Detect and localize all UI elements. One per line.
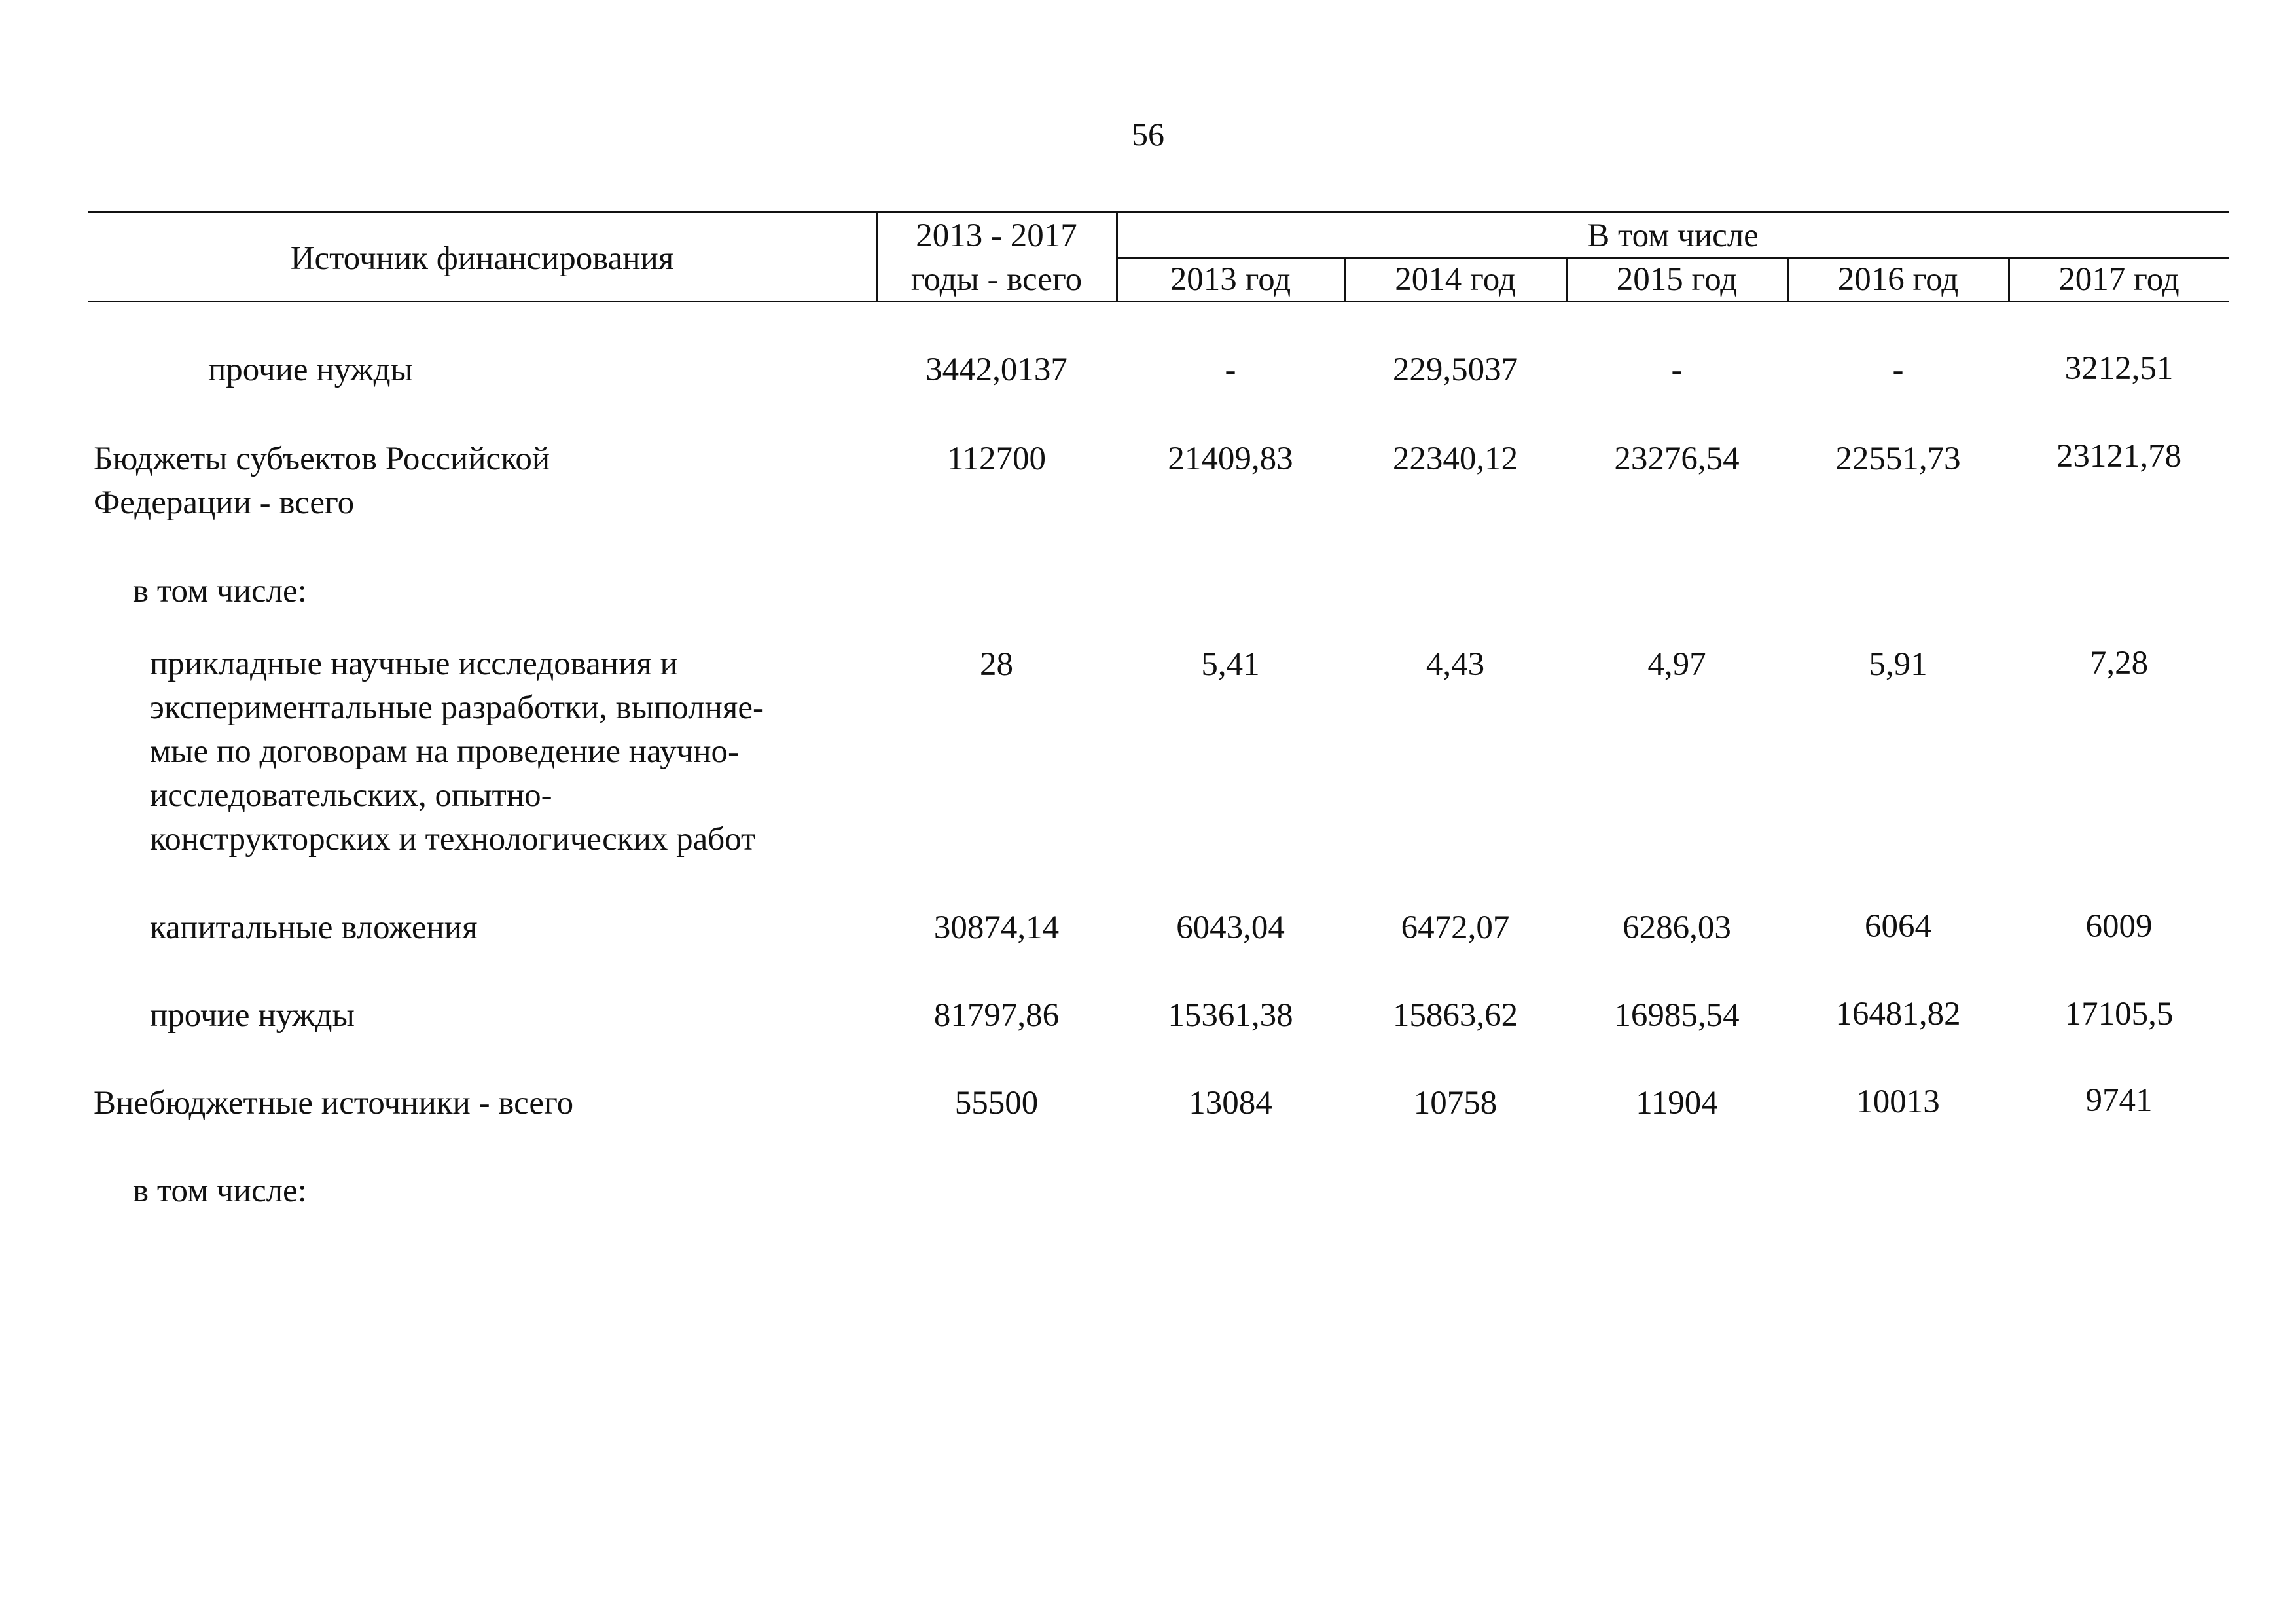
row-label: прочие нужды xyxy=(208,352,413,388)
row-value: 6064 xyxy=(1865,908,1931,945)
row-value: - xyxy=(1892,352,1904,388)
row-value: 22340,12 xyxy=(1392,441,1518,477)
row-value: 6286,03 xyxy=(1623,909,1731,946)
row-value: 3212,51 xyxy=(2064,350,2174,387)
row-value: - xyxy=(1225,352,1236,388)
row-value: 10013 xyxy=(1856,1084,1940,1120)
row-total: 30874,14 xyxy=(933,909,1060,946)
header-total-line2: годы - всего xyxy=(910,261,1083,298)
row-label: экспериментальные разработки, выполняе- xyxy=(150,689,764,726)
header-bottom-rule xyxy=(88,301,2229,302)
row-label: в том числе: xyxy=(133,1173,307,1209)
header-total-line1: 2013 - 2017 xyxy=(916,217,1077,254)
row-total: 28 xyxy=(980,646,1013,683)
row-label: конструкторских и технологических работ xyxy=(150,821,756,858)
row-value: 6043,04 xyxy=(1176,909,1285,946)
including-rule xyxy=(1116,257,2229,259)
row-value: 15863,62 xyxy=(1392,997,1518,1034)
row-value: 5,41 xyxy=(1201,646,1260,683)
row-value: 11904 xyxy=(1636,1085,1718,1122)
row-label: капитальные вложения xyxy=(150,909,478,946)
row-label: Бюджеты субъектов Российской xyxy=(94,441,550,477)
row-label: исследовательских, опытно- xyxy=(150,777,552,814)
row-value: 4,97 xyxy=(1647,646,1706,683)
header-including: В том числе xyxy=(1587,217,1759,254)
header-top-rule xyxy=(88,211,2229,213)
row-value: - xyxy=(1671,352,1683,388)
row-value: 9741 xyxy=(2085,1082,2153,1119)
row-label: Федерации - всего xyxy=(94,484,355,521)
row-total: 3442,0137 xyxy=(925,352,1067,388)
header-year: 2014 год xyxy=(1395,261,1516,298)
row-total: 81797,86 xyxy=(933,997,1060,1034)
row-label: в том числе: xyxy=(133,573,307,610)
row-value: 5,91 xyxy=(1869,646,1928,683)
header-year: 2016 год xyxy=(1837,261,1959,298)
row-value: 17105,5 xyxy=(2064,996,2174,1032)
row-label: прочие нужды xyxy=(150,997,355,1034)
row-label: прикладные научные исследования и xyxy=(150,646,678,682)
row-label: Внебюджетные источники - всего xyxy=(94,1085,574,1122)
row-value: 13084 xyxy=(1189,1085,1272,1122)
row-value: 229,5037 xyxy=(1392,352,1518,388)
row-total: 112700 xyxy=(946,441,1047,477)
row-value: 23121,78 xyxy=(2056,438,2182,475)
row-value: 16481,82 xyxy=(1835,996,1961,1032)
row-value: 10758 xyxy=(1413,1085,1498,1122)
header-year: 2013 год xyxy=(1170,261,1291,298)
row-value: 21409,83 xyxy=(1168,441,1293,477)
row-value: 6472,07 xyxy=(1401,909,1510,946)
row-value: 15361,38 xyxy=(1168,997,1293,1034)
row-value: 6009 xyxy=(2085,908,2153,945)
header-year: 2017 год xyxy=(2058,261,2179,298)
page-number: 56 xyxy=(1132,116,1164,153)
row-total: 55500 xyxy=(954,1085,1039,1122)
row-value: 16985,54 xyxy=(1614,997,1740,1034)
header-year: 2015 год xyxy=(1616,261,1738,298)
row-value: 22551,73 xyxy=(1835,441,1961,477)
row-label: мые по договорам на проведение научно- xyxy=(150,733,739,770)
header-source: Источник финансирования xyxy=(290,240,674,277)
row-value: 4,43 xyxy=(1426,646,1485,683)
row-value: 23276,54 xyxy=(1614,441,1740,477)
row-value: 7,28 xyxy=(2089,645,2149,682)
